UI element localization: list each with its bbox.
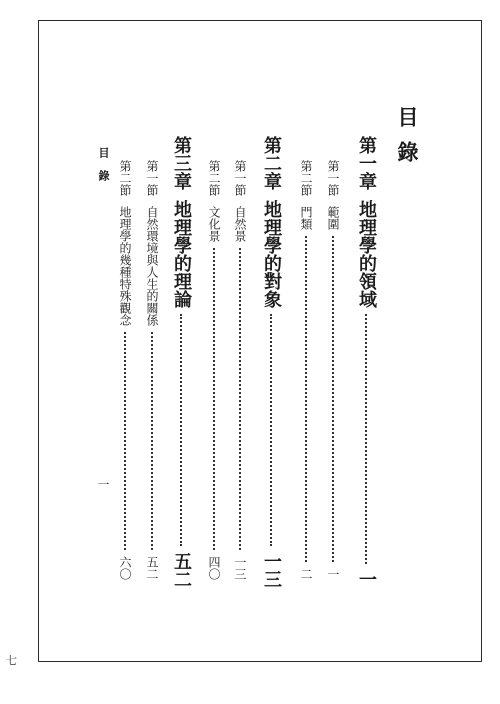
section-1-1-title: 範圍 <box>326 206 340 230</box>
leader-dots <box>365 314 367 564</box>
section-2-2-title: 文化景 <box>207 206 221 242</box>
chapter-3-label: 第三章 <box>171 136 192 190</box>
section-2-1-entry <box>234 160 246 580</box>
chapter-1-title: 地理學的領域 <box>356 200 377 308</box>
section-1-1-entry <box>327 160 339 580</box>
chapter-1-label: 第一章 <box>356 136 377 190</box>
running-head: 目錄 <box>97 147 110 193</box>
leader-dots <box>239 248 241 550</box>
leader-dots <box>305 236 307 562</box>
chapter-2-entry <box>262 136 280 588</box>
chapter-3-title: 地理學的理論 <box>171 200 192 308</box>
leader-dots <box>270 314 272 546</box>
toc-title: 目錄 <box>395 106 420 176</box>
section-1-2-entry <box>300 160 312 580</box>
section-1-1-page: 一 <box>326 568 340 580</box>
section-1-2-label: 第二節 <box>299 160 313 196</box>
section-3-2-page: 六〇 <box>118 556 132 580</box>
chapter-2-page: 一三 <box>261 552 282 588</box>
section-3-1-title: 自然環境與人生的關係 <box>145 206 159 326</box>
section-3-2-title: 地理學的幾種特殊觀念 <box>118 206 132 326</box>
chapter-2-title: 地理學的對象 <box>261 200 282 308</box>
chapter-1-entry <box>357 136 375 588</box>
leader-dots <box>332 236 334 562</box>
section-1-2-title: 門類 <box>299 206 313 230</box>
section-2-2-entry <box>208 160 220 580</box>
section-2-2-label: 第二節 <box>207 160 221 196</box>
chapter-2-label: 第二章 <box>261 136 282 190</box>
running-page-number: 一 <box>96 478 110 490</box>
chapter-3-page: 五二 <box>171 552 192 588</box>
chapter-3-entry <box>172 136 190 588</box>
section-1-1-label: 第一節 <box>326 160 340 196</box>
section-2-2-page: 四〇 <box>207 556 221 580</box>
section-2-1-page: 一三 <box>233 556 247 580</box>
section-3-1-page: 五二 <box>145 556 159 580</box>
section-3-2-label: 第二節 <box>118 160 132 196</box>
section-2-1-title: 自然景 <box>233 206 247 242</box>
section-3-2-entry <box>119 160 131 580</box>
section-3-1-entry <box>146 160 158 580</box>
leader-dots <box>124 332 126 550</box>
chapter-1-page: 一 <box>356 570 377 588</box>
section-3-1-label: 第一節 <box>145 160 159 196</box>
page-number: 七 <box>6 654 17 667</box>
section-2-1-label: 第一節 <box>233 160 247 196</box>
section-1-2-page: 二 <box>299 568 313 580</box>
leader-dots <box>213 248 215 550</box>
leader-dots <box>180 314 182 546</box>
leader-dots <box>151 332 153 550</box>
